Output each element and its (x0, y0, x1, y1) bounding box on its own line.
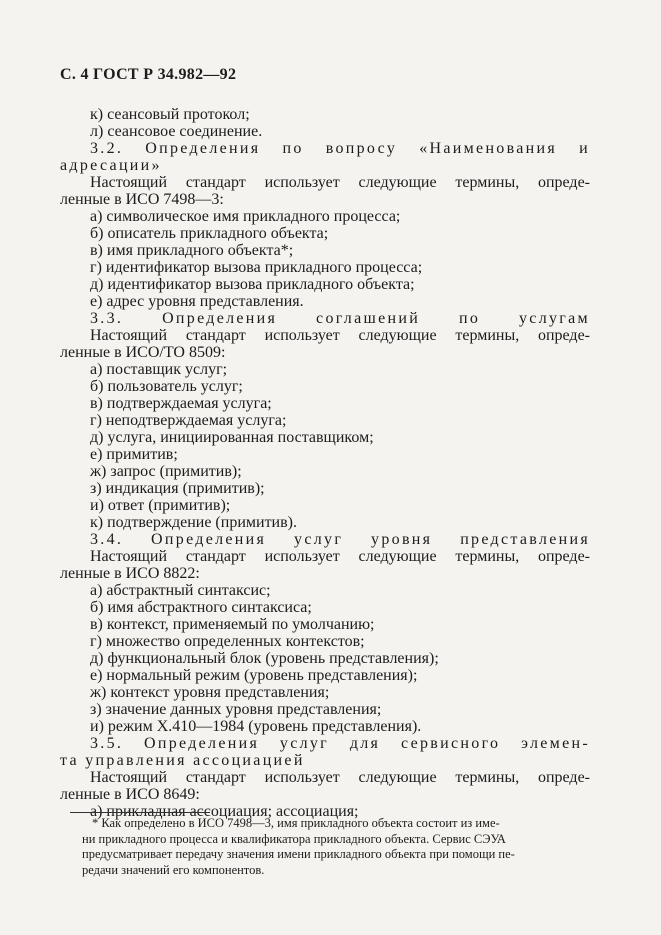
list-item: е) нормальный режим (уровень представления); (90, 667, 418, 684)
list-item: к) подтверждение (примитив). (90, 514, 297, 531)
list-item: б) описатель прикладного объекта; (90, 225, 329, 242)
footnote-line: предусматривает передачу значения имени прикладного объекта при помощи пе- (82, 847, 515, 861)
list-item: а) символическое имя прикладного процесса; (90, 208, 401, 225)
footnote-line: редачи значений его компонентов. (82, 862, 265, 877)
list-item: а) абстрактный синтаксис; (90, 582, 271, 599)
list-item: и) режим Х.410—1984 (уровень представления). (90, 718, 422, 735)
footnote-separator (70, 812, 210, 813)
list-item: в) имя прикладного объекта*; (90, 242, 294, 259)
section-title-3-3: 3.3. Определения соглашений по услугам (90, 310, 590, 327)
section-paragraph: Настоящий стандарт использует следующие термины, опреде- (90, 769, 590, 786)
footnote-line: ни прикладного процесса и квалификатора прикладного объекта. Сервис СЭУА (82, 831, 506, 846)
list-item: ж) запрос (примитив); (90, 463, 242, 480)
list-item: е) адрес уровня представления. (90, 293, 304, 310)
list-item: д) идентификатор вызова прикладного объекта; (90, 276, 415, 293)
list-item: д) функциональный блок (уровень представления); (90, 650, 439, 667)
list-item: к) сеансовый протокол; (90, 106, 250, 123)
list-item: б) имя абстрактного синтаксиса; (90, 599, 312, 616)
list-item: е) примитив; (90, 446, 178, 463)
section-title-3-2: 3.2. Определения по вопросу «Наименования и (90, 140, 590, 157)
list-item: ж) контекст уровня представления; (90, 684, 330, 701)
list-item: в) контекст, применяемый по умолчанию; (90, 616, 375, 633)
section-title-3-5-cont: та управления ассоциацией (60, 752, 305, 769)
section-title-3-5: 3.5. Определения услуг для сервисного элемен- (90, 735, 590, 752)
list-item: а) поставщик услуг; (90, 361, 228, 378)
list-item: з) индикация (примитив); (90, 480, 265, 497)
list-item: б) пользователь услуг; (90, 378, 243, 395)
section-title-3-4: 3.4. Определения услуг уровня представления (90, 531, 590, 548)
section-paragraph-cont: ленные в ИСО/ТО 8509: (60, 344, 226, 361)
page-header: С. 4 ГОСТ Р 34.982—92 (60, 66, 237, 83)
footnote-line: * Как определено в ИСО 7498—3, имя прикладного объекта состоит из име- (92, 816, 500, 830)
list-item: г) множество определенных контекстов; (90, 633, 365, 650)
list-item: л) сеансовое соединение. (90, 123, 263, 140)
list-item: а) прикладная ассоциация; ассоциация; (90, 803, 359, 820)
section-paragraph: Настоящий стандарт использует следующие термины, опреде- (90, 174, 590, 191)
section-paragraph-cont: ленные в ИСО 7498—3: (60, 191, 224, 208)
section-title-3-2-cont: адресации» (60, 157, 162, 174)
list-item: з) значение данных уровня представления; (90, 701, 382, 718)
document-body (60, 106, 590, 820)
list-item: и) ответ (примитив); (90, 497, 231, 514)
section-paragraph: Настоящий стандарт использует следующие термины, опреде- (90, 327, 590, 344)
list-item: г) идентификатор вызова прикладного процесса; (90, 259, 423, 276)
list-item: в) подтверждаемая услуга; (90, 395, 272, 412)
list-item: г) неподтверждаемая услуга; (90, 412, 287, 429)
footnote (82, 816, 588, 878)
section-paragraph-cont: ленные в ИСО 8649: (60, 786, 200, 803)
section-paragraph: Настоящий стандарт использует следующие термины, опреде- (90, 548, 590, 565)
section-paragraph-cont: ленные в ИСО 8822: (60, 565, 200, 582)
list-item: д) услуга, инициированная поставщиком; (90, 429, 374, 446)
